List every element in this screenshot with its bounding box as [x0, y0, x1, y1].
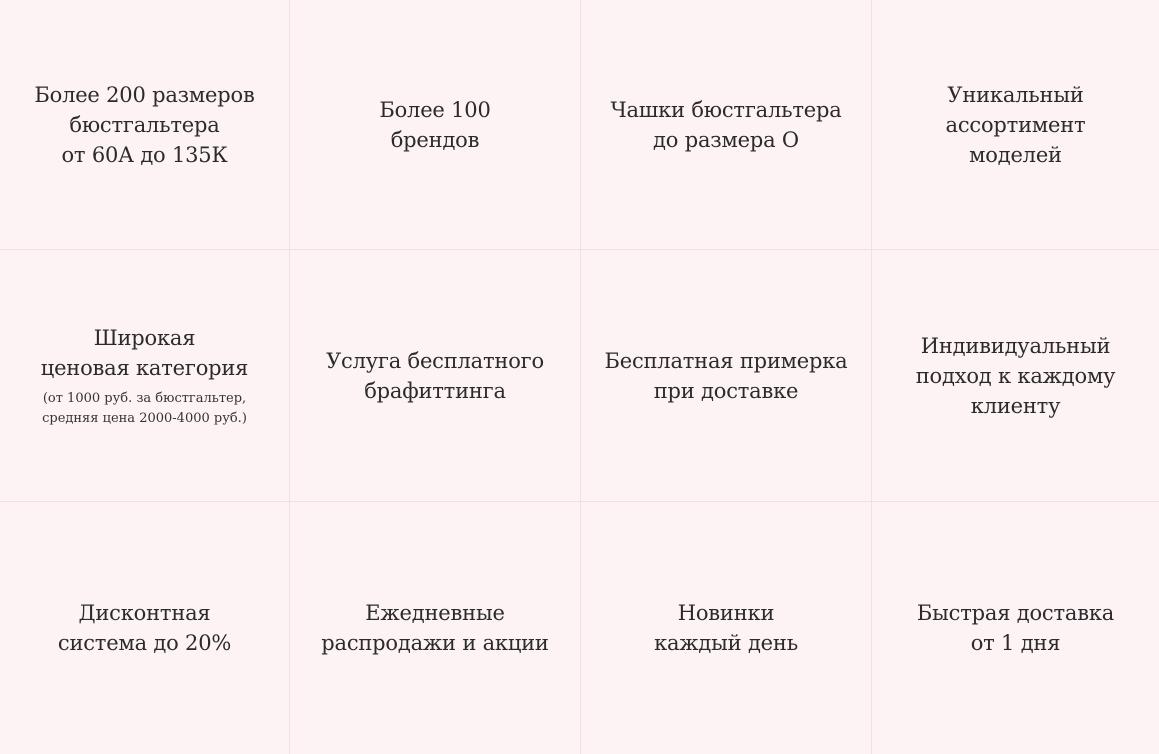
feature-sizes	[0, 0, 290, 250]
feature-sales	[290, 502, 581, 754]
feature-text: брендов	[390, 127, 480, 152]
feature-text: ассортимент	[945, 112, 1086, 137]
feature-text: каждый день	[654, 631, 798, 655]
feature-text: от 60А до 135К	[61, 142, 228, 167]
feature-assortment	[872, 0, 1159, 250]
feature-text: Индивидуальный	[920, 333, 1111, 358]
feature-text: ценовая категория	[40, 355, 249, 380]
feature-note	[42, 389, 247, 429]
feature-text: Дисконтная	[78, 601, 211, 625]
feature-text: Более 200 размеров	[34, 82, 255, 107]
feature-fitting-on-delivery	[581, 250, 872, 502]
feature-individual-approach	[872, 250, 1159, 502]
feature-text: при доставке	[653, 378, 799, 403]
feature-text: моделей	[969, 142, 1062, 167]
feature-text: от 1 дня	[970, 631, 1061, 655]
feature-text: Более 100	[379, 97, 491, 122]
feature-discount	[0, 502, 290, 754]
feature-brands	[290, 0, 581, 250]
feature-fast-delivery	[872, 502, 1159, 754]
feature-cups	[581, 0, 872, 250]
feature-text: Новинки	[677, 601, 775, 625]
feature-text: Чашки бюстгальтера	[610, 97, 842, 122]
feature-text: Услуга бесплатного	[326, 348, 544, 373]
feature-note-line: (от 1000 руб. за бюстгальтер,	[42, 390, 247, 406]
feature-text: бюстгальтера	[69, 112, 220, 137]
feature-text: до размера О	[653, 127, 799, 152]
feature-text: распродажи и акции	[321, 631, 549, 655]
feature-brafitting	[290, 250, 581, 502]
feature-text: Бесплатная примерка	[604, 348, 848, 373]
feature-text: Ежедневные	[365, 601, 505, 625]
feature-text: Быстрая доставка	[916, 601, 1115, 625]
feature-text: подход к каждому	[915, 363, 1116, 388]
feature-note-line: средняя цена 2000-4000 руб.)	[42, 410, 247, 426]
feature-text: Широкая	[93, 325, 196, 350]
feature-text: брафиттинга	[364, 378, 506, 403]
feature-text: система до 20%	[57, 631, 232, 655]
feature-new-arrivals	[581, 502, 872, 754]
feature-text: Уникальный	[947, 82, 1084, 107]
feature-text: клиенту	[970, 393, 1061, 418]
feature-price-range	[0, 250, 290, 502]
